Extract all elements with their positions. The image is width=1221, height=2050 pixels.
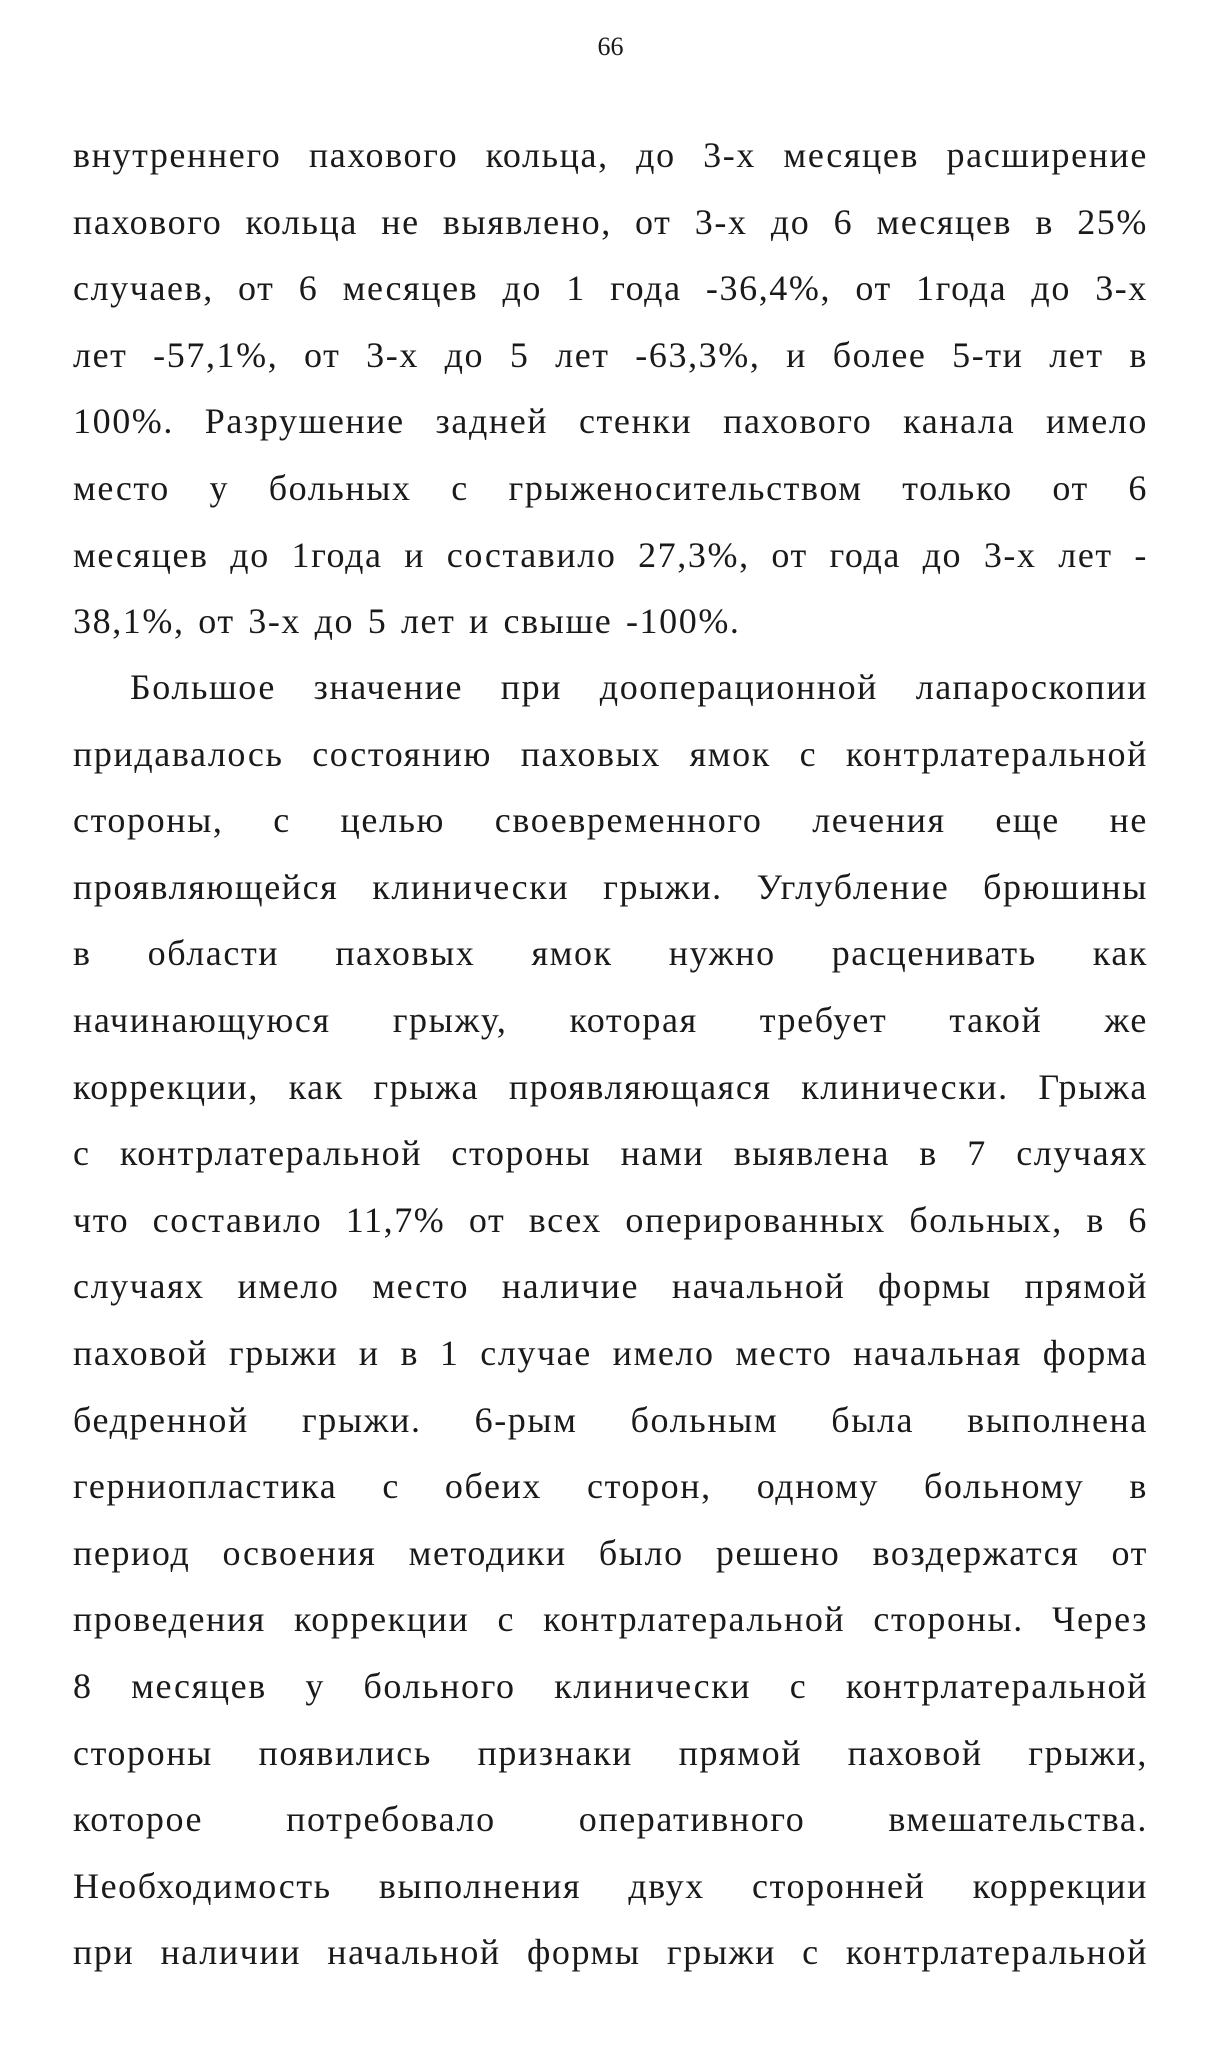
text-line: Необходимость выполнения двух сторонней коррекции	[73, 1865, 1148, 1906]
text-line: пахового кольца не выявлено, от 3-х до 6 месяцев в 25%	[73, 201, 1148, 242]
text-line: герниопластика с обеих сторон, одному больному в	[73, 1466, 1148, 1507]
text-line: 100%. Разрушение задней стенки пахового канала имело	[73, 401, 1148, 442]
text-line: начинающуюся грыжу, которая требует такой же	[73, 999, 1148, 1040]
text-line: стороны, с целью своевременного лечения еще не	[73, 800, 1148, 841]
text-line: паховой грыжи и в 1 случае имело место начальная форма	[73, 1332, 1148, 1373]
text-line: 38,1%, от 3-х до 5 лет и свыше -100%.	[73, 601, 741, 642]
text-line: стороны появились признаки прямой паховой грыжи,	[73, 1732, 1148, 1773]
text-line: при наличии начальной формы грыжи с контрлатеральной	[73, 1932, 1148, 1973]
text-line: лет -57,1%, от 3-х до 5 лет -63,3%, и более 5-ти лет в	[73, 334, 1148, 375]
text-line: 8 месяцев у больного клинически с контрлатеральной	[73, 1665, 1148, 1706]
text-line: период освоения методики было решено воздержатся от	[73, 1532, 1148, 1573]
text-line: проявляющейся клинически грыжи. Углубление брюшины	[73, 866, 1148, 907]
paragraph-2	[73, 654, 1148, 1986]
text-line: что составило 11,7% от всех оперированных больных, в 6	[73, 1199, 1148, 1240]
text-line: месяцев до 1года и составило 27,3%, от года до 3-х лет -	[73, 534, 1148, 575]
text-line: коррекции, как грыжа проявляющаяся клинически. Грыжа	[73, 1066, 1148, 1107]
text-line: внутреннего пахового кольца, до 3-х месяцев расширение	[73, 135, 1148, 175]
text-line: в области паховых ямок нужно расценивать как	[73, 933, 1148, 974]
text-line: бедренной грыжи. 6-рым больным была выполнена	[73, 1399, 1148, 1440]
text-line: случаев, от 6 месяцев до 1 года -36,4%, от 1года до 3-х	[73, 268, 1148, 309]
text-line: место у больных с грыженосительством только от 6	[73, 467, 1148, 508]
text-line: проведения коррекции с контрлатеральной стороны. Через	[73, 1599, 1148, 1640]
text-line: которое потребовало оперативного вмешательства.	[73, 1799, 1148, 1840]
text-line: Большое значение при дооперационной лапароскопии	[130, 667, 1148, 707]
paragraph-1	[73, 122, 1148, 655]
text-line: придавалось состоянию паховых ямок с контрлатеральной	[73, 733, 1148, 774]
page-number: 66	[597, 32, 624, 61]
text-line: с контрлатеральной стороны нами выявлена в 7 случаях	[73, 1133, 1148, 1174]
text-line: случаях имело место наличие начальной формы прямой	[73, 1266, 1148, 1307]
